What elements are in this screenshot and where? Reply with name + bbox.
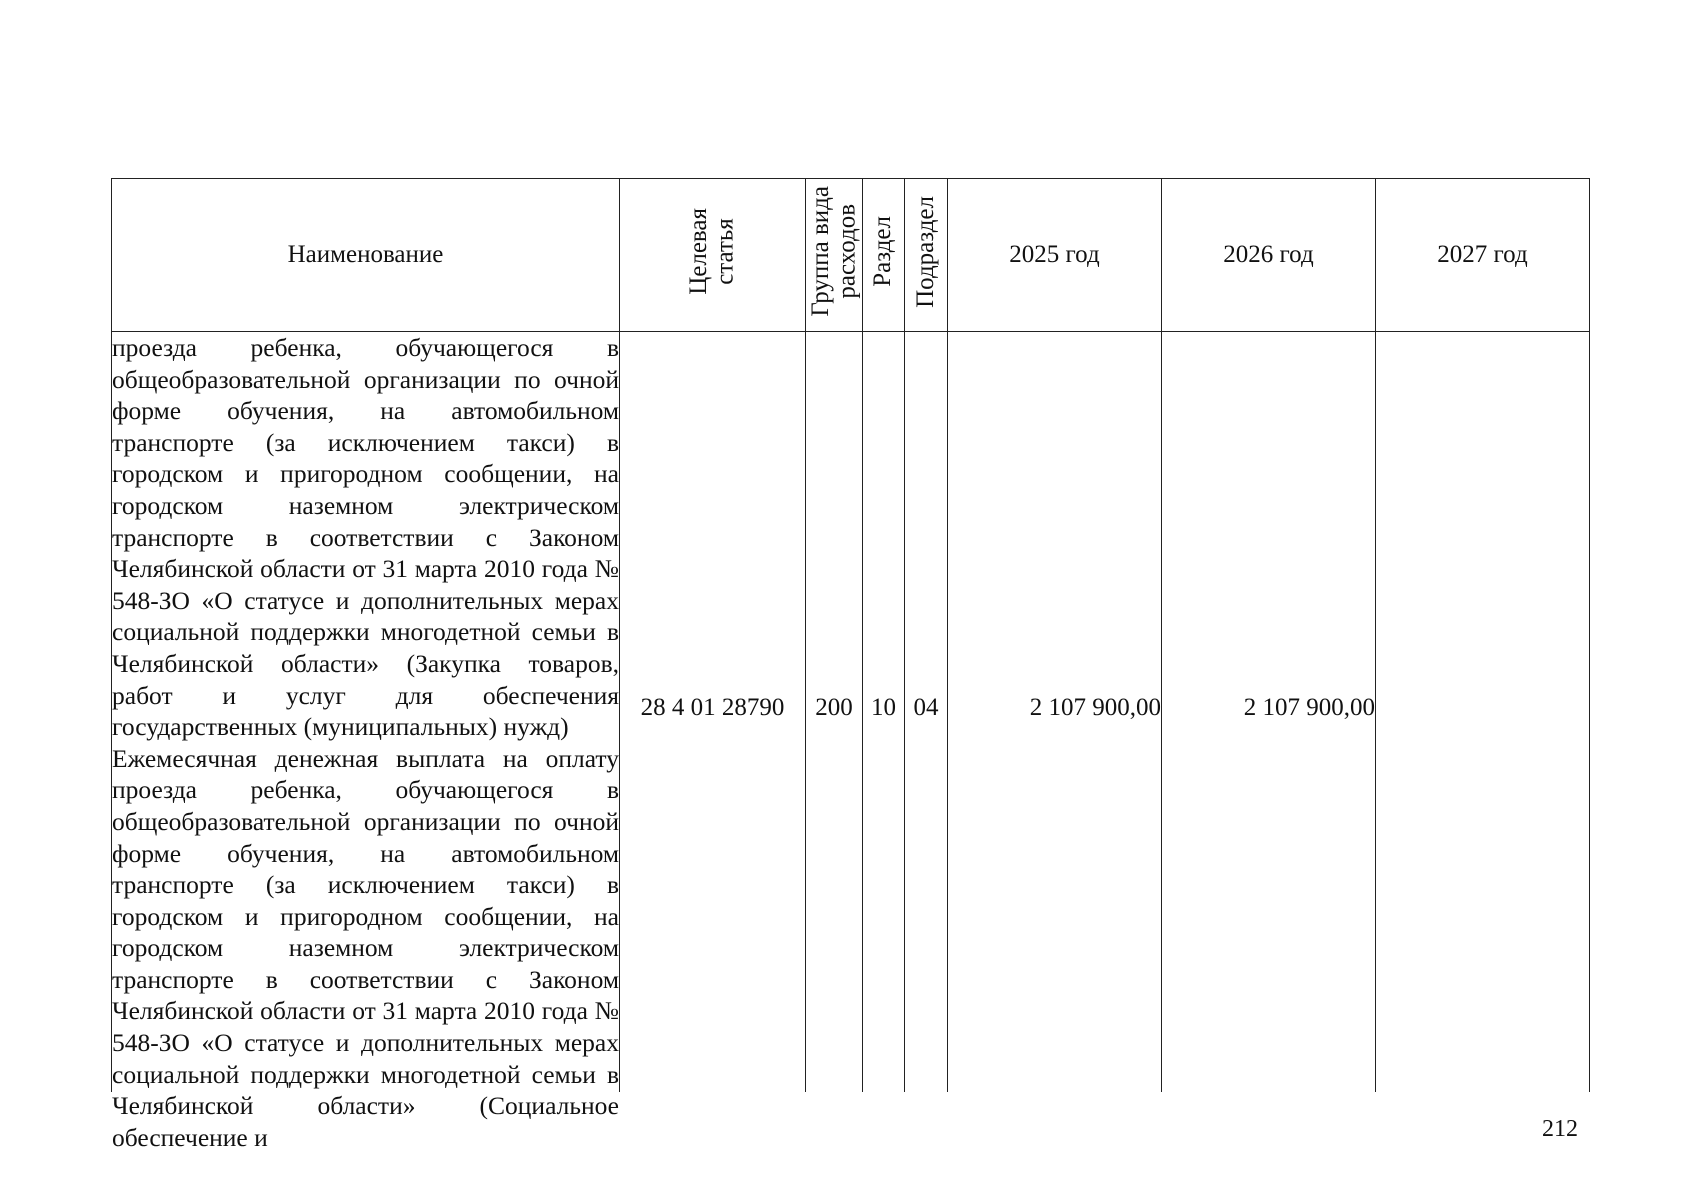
header-section-label: Раздел — [869, 216, 897, 287]
header-target-line1: Целевая — [685, 208, 713, 295]
cell-amount-2027 — [1376, 332, 1590, 1093]
header-expense-group-label — [808, 186, 861, 317]
cell-name — [112, 332, 620, 1152]
name-text-part2: Ежемесячная денежная выплата на оплату проезда ребенка, обучающегося в общеобразовательной организации по очной форме обучения, на автомобильном транспорте (за исключением такси) в городском и пригородном сообщении, на городском наземном электрическом транспорте в соответствии с Законом Челябинской области от 31 марта 2010 года № 548-ЗО «О статусе и дополнительных мерах социальной поддержки многодетной семьи в Челябинской области» (Социальное обеспечение и — [112, 743, 619, 1152]
header-year-2025 — [948, 179, 1162, 332]
cell-target-code — [620, 332, 806, 1093]
header-expense-group-line2: расходов — [833, 204, 860, 299]
header-year-2025-label: 2025 год — [1009, 241, 1100, 268]
header-target-line2: статья — [711, 218, 739, 285]
header-target-article — [620, 179, 806, 332]
amount-2025-value: 2 107 900,00 — [1029, 694, 1161, 721]
header-expense-group-line1: Группа вида — [806, 186, 834, 317]
table-row — [112, 332, 1590, 1093]
cell-section — [863, 332, 905, 1093]
header-name — [112, 179, 620, 332]
name-text-part1: проезда ребенка, обучающегося в общеобразовательной организации по очной форме обучения, на автомобильном транспорте (за исключением такси) в городском и пригородном сообщении, на городском наземном электрическом транспорте в соответствии с Законом Челябинской области от 31 марта 2010 года № 548-ЗО «О статусе и дополнительных мерах социальной поддержки многодетной семьи в Челябинской области» (Закупка товаров, работ и услуг для обеспечения государственных (муниципальных) нужд) — [112, 333, 619, 742]
header-subsection — [905, 179, 948, 332]
table-header-row — [112, 179, 1590, 332]
target-code-value: 28 4 01 28790 — [640, 694, 785, 721]
header-target-article-label — [686, 208, 739, 295]
header-year-2027-label: 2027 год — [1437, 241, 1528, 268]
cell-expense-group — [806, 332, 863, 1093]
header-year-2027 — [1376, 179, 1590, 332]
cell-amount-2026 — [1162, 332, 1376, 1093]
header-year-2026-label: 2026 год — [1223, 241, 1314, 268]
page-number: 212 — [1542, 1116, 1578, 1142]
cell-amount-2025 — [948, 332, 1162, 1093]
name-text-block — [112, 332, 619, 1152]
expense-group-value: 200 — [815, 694, 853, 721]
header-name-label: Наименование — [287, 241, 444, 268]
amount-2026-value: 2 107 900,00 — [1243, 694, 1375, 721]
header-subsection-label: Подраздел — [911, 195, 939, 308]
header-year-2026 — [1162, 179, 1376, 332]
subsection-value: 04 — [913, 694, 939, 721]
header-section — [863, 179, 905, 332]
cell-subsection — [905, 332, 948, 1093]
section-value: 10 — [871, 694, 896, 721]
header-expense-group — [806, 179, 863, 332]
